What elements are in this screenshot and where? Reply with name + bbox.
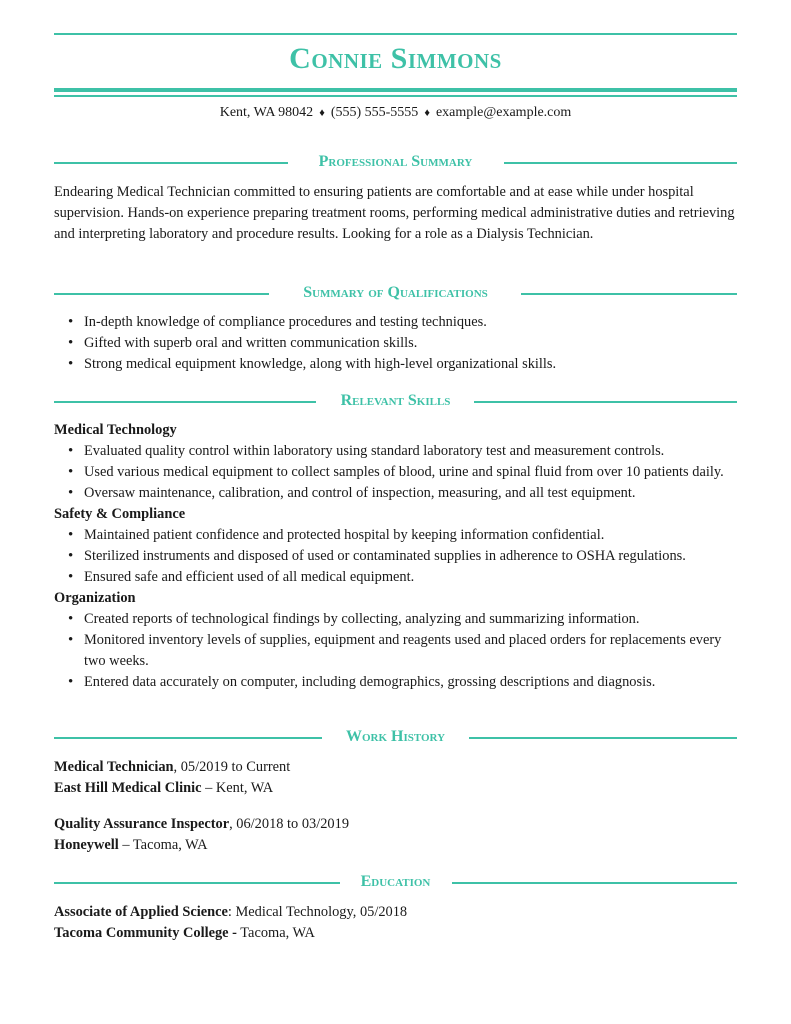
skills-content	[54, 420, 737, 693]
job-location: – Kent, WA	[201, 780, 274, 796]
education-field: : Medical Technology, 05/2018	[227, 904, 408, 920]
section-header-work	[54, 728, 737, 748]
list-item: • Entered data accurately on computer, including demographics, grossing descriptions and diagnosis.	[54, 672, 737, 693]
diamond-separator-icon: ♦	[424, 107, 430, 119]
list-item: • Oversaw maintenance, calibration, and control of inspection, measuring, and all test equipment.	[54, 483, 737, 504]
contact-email[interactable]: example@example.com	[435, 105, 572, 120]
contact-phone: (555) 555-5555	[330, 105, 419, 120]
section-header-skills	[54, 392, 737, 412]
list-item: • Evaluated quality control within laboratory using standard laboratory test and measurement controls.	[54, 441, 737, 462]
job-company: Honeywell	[54, 837, 119, 853]
section-title-skills: Relevant Skills	[329, 392, 463, 409]
summary-text: Endearing Medical Technician committed to ensuring patients are comfortable and at ease while under hospital supervision. Hands-on experience preparing treatment rooms, performing medical administrative duties and retrieving and interpreting laboratory and procedure results. Looking for a role as a Dialysis Technician.	[54, 184, 735, 242]
list-item: • Created reports of technological findings by collecting, analyzing and summarizing information.	[54, 609, 737, 630]
contact-location: Kent, WA 98042	[219, 105, 314, 120]
section-header-education	[54, 873, 737, 893]
job-position: Quality Assurance Inspector	[54, 816, 230, 832]
work-entry	[54, 814, 737, 856]
section-header-summary	[54, 153, 737, 173]
work-entry	[54, 757, 737, 799]
section-title-work: Work History	[334, 728, 457, 745]
list-item: • Gifted with superb oral and written communication skills.	[54, 333, 737, 354]
job-position: Medical Technician	[54, 759, 174, 775]
list-item: • Sterilized instruments and disposed of used or contaminated supplies in adherence to OSHA regulations.	[54, 546, 737, 567]
job-location: – Tacoma, WA	[118, 837, 208, 853]
list-item: • Ensured safe and efficient used of all medical equipment.	[54, 567, 737, 588]
contact-line	[54, 105, 737, 121]
list-item: • Used various medical equipment to collect samples of blood, urine and spinal fluid from over 10 patients daily.	[54, 462, 737, 483]
education-entry	[54, 902, 737, 944]
job-dates: , 06/2018 to 03/2019	[229, 816, 350, 832]
header-bottom-rule-thick	[54, 88, 737, 92]
skill-group-heading: Organization	[54, 590, 136, 606]
list-item: • Monitored inventory levels of supplies, equipment and reagents used and placed orders for replacements every two weeks.	[54, 630, 737, 672]
diamond-separator-icon: ♦	[319, 107, 325, 119]
job-company: East Hill Medical Clinic	[54, 780, 202, 796]
header-bottom-rule-thin	[54, 95, 737, 97]
candidate-name: Connie Simmons	[289, 42, 502, 75]
header-top-rule	[54, 33, 737, 35]
education-degree: Associate of Applied Science	[54, 904, 228, 920]
list-item: • In-depth knowledge of compliance procedures and testing techniques.	[54, 312, 737, 333]
list-item: • Maintained patient confidence and protected hospital by keeping information confidential.	[54, 525, 737, 546]
education-school: Tacoma Community College -	[54, 925, 237, 941]
list-item: • Strong medical equipment knowledge, along with high-level organizational skills.	[54, 354, 737, 375]
skill-group-heading: Medical Technology	[54, 422, 177, 438]
education-location: Tacoma, WA	[236, 925, 315, 941]
section-title-education: Education	[349, 873, 443, 890]
job-dates: , 05/2019 to Current	[173, 759, 291, 775]
skill-group-heading: Safety & Compliance	[54, 506, 186, 522]
section-title-summary: Professional Summary	[307, 153, 485, 170]
section-title-qualifications: Summary of Qualifications	[291, 284, 500, 301]
qualifications-list	[54, 312, 737, 375]
section-header-qualifications	[54, 284, 737, 304]
